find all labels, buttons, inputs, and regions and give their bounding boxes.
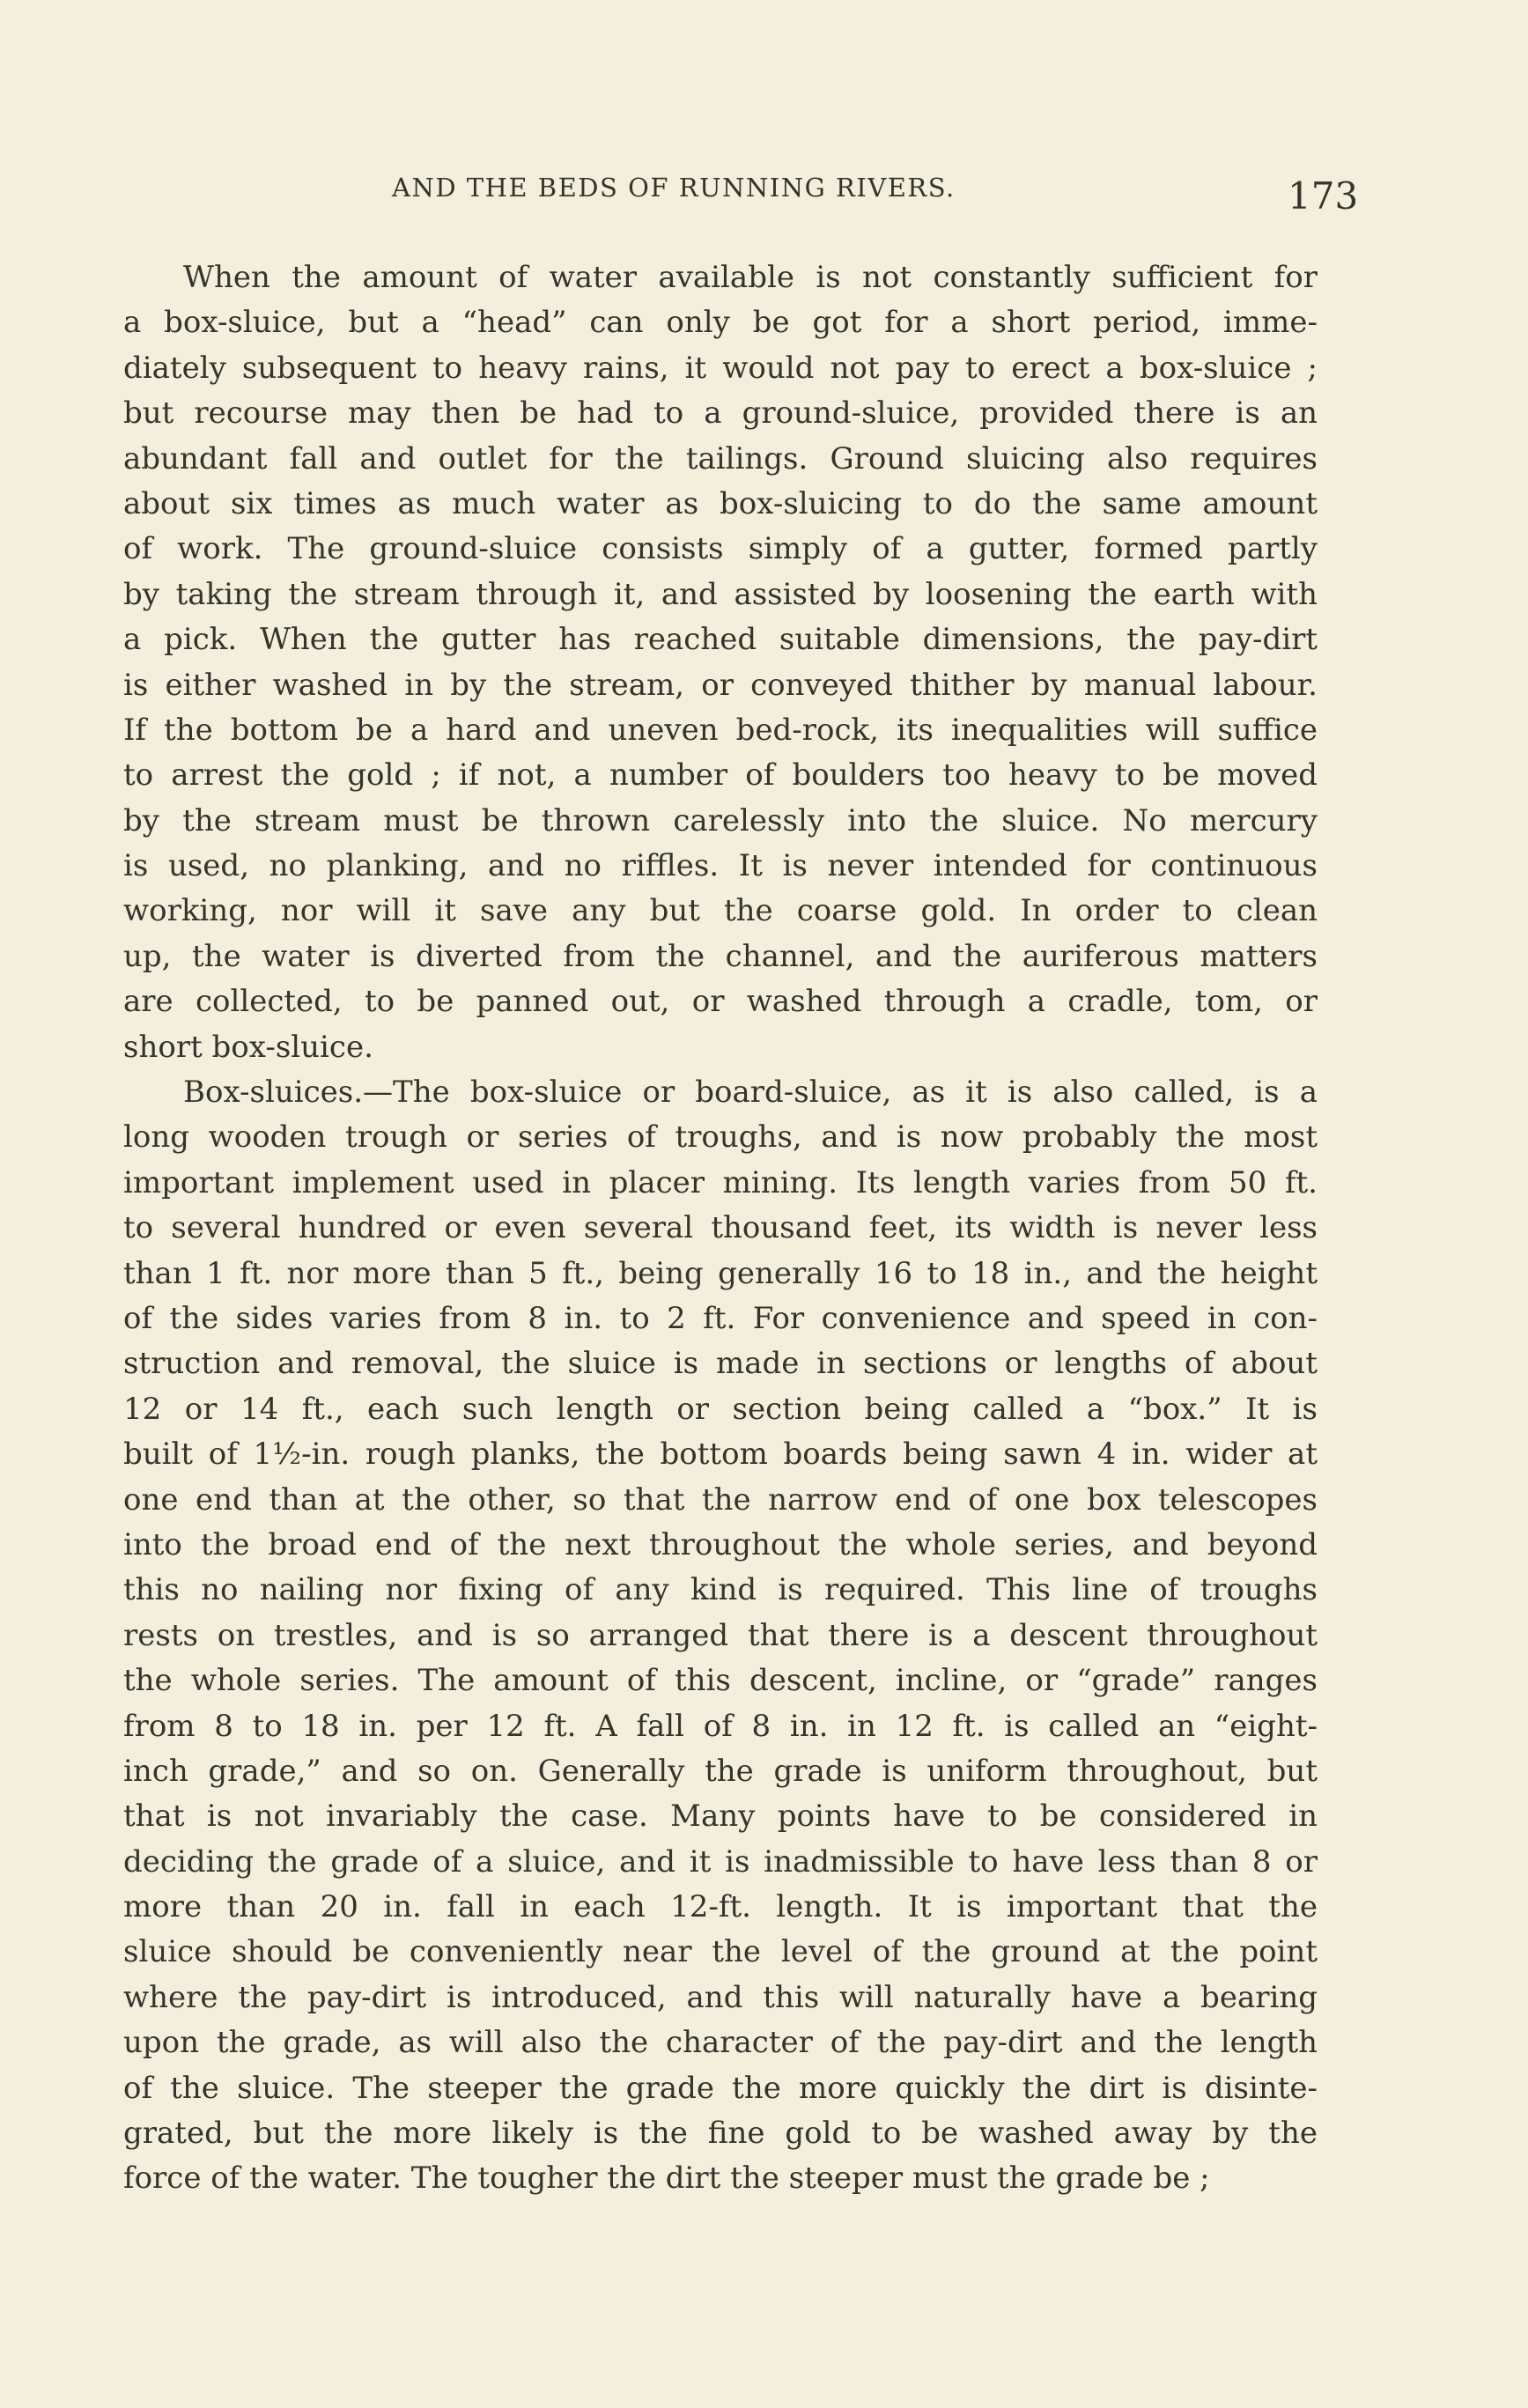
text-line: into the broad end of the next throughout the whole series, and beyond <box>123 1526 1318 1562</box>
text-line: about six times as much water as box-sluicing to do the same amount <box>123 485 1318 521</box>
text-line: one end than at the other, so that the narrow end of one box telescopes <box>123 1481 1318 1518</box>
text-line: are collected, to be panned out, or washed through a cradle, tom, or <box>123 984 1318 1020</box>
text-line: abundant fall and outlet for the tailings. Ground sluicing also requires <box>123 440 1318 476</box>
text-line: inch grade,” and so on. Generally the grade is uniform throughout, but <box>123 1753 1318 1789</box>
text-line: the whole series. The amount of this descent, incline, or “grade” ranges <box>123 1663 1318 1699</box>
text-line: rests on trestles, and is so arranged that there is a descent throughout <box>123 1617 1318 1653</box>
text-line: than 1 ft. nor more than 5 ft., being generally 16 to 18 in., and the height <box>123 1255 1318 1291</box>
text-line: by taking the stream through it, and assisted by loosening the earth with <box>123 576 1318 612</box>
text-line: force of the water. The tougher the dirt the steeper must the grade be ; <box>123 2161 1210 2197</box>
text-line: up, the water is diverted from the channel, and the auriferous matters <box>123 938 1318 974</box>
text-line: but recourse may then be had to a ground-sluice, provided there is an <box>123 395 1318 432</box>
text-line: to several hundred or even several thousand feet, its width is never less <box>123 1210 1318 1246</box>
text-line: important implement used in placer mining. Its length varies from 50 ft. <box>123 1164 1318 1200</box>
text-line: that is not invariably the case. Many points have to be considered in <box>123 1799 1318 1835</box>
text-line: short box-sluice. <box>123 1029 373 1065</box>
text-line: this no nailing nor fixing of any kind is required. This line of troughs <box>123 1572 1318 1608</box>
text-line: upon the grade, as will also the character of the pay-dirt and the length <box>123 2025 1318 2061</box>
text-line: built of 1½-in. rough planks, the bottom boards being sawn 4 in. wider at <box>123 1437 1318 1473</box>
text-line: deciding the grade of a sluice, and it is inadmissible to have less than 8 or <box>123 1843 1318 1880</box>
page-body-text <box>123 255 1318 2202</box>
text-line: by the stream must be thrown carelessly into the sluice. No mercury <box>123 802 1318 838</box>
text-line: sluice should be conveniently near the level of the ground at the point <box>123 1934 1318 1970</box>
text-line: of the sluice. The steeper the grade the more quickly the dirt is disinte- <box>123 2070 1318 2106</box>
running-header: AND THE BEDS OF RUNNING RIVERS. <box>392 173 956 203</box>
text-line: If the bottom be a hard and uneven bed-rock, its inequalities will suffice <box>123 712 1318 748</box>
text-line: where the pay-dirt is introduced, and this will naturally have a bearing <box>123 1979 1318 2015</box>
text-line: more than 20 in. fall in each 12-ft. length. It is important that the <box>123 1889 1318 1925</box>
text-line: to arrest the gold ; if not, a number of boulders too heavy to be moved <box>123 757 1318 794</box>
text-line: working, nor will it save any but the coarse gold. In order to clean <box>123 893 1318 929</box>
text-line: a box-sluice, but a “head” can only be got for a short period, imme- <box>123 305 1318 341</box>
text-line: a pick. When the gutter has reached suitable dimensions, the pay-dirt <box>123 622 1318 658</box>
text-line: When the amount of water available is not constantly sufficient for <box>183 260 1318 295</box>
text-line: of the sides varies from 8 in. to 2 ft. For convenience and speed in con- <box>123 1300 1318 1336</box>
text-line: is used, no planking, and no riffles. It is never intended for continuous <box>123 848 1318 884</box>
page-number: 173 <box>1288 174 1359 218</box>
text-line: from 8 to 18 in. per 12 ft. A fall of 8 in. in 12 ft. is called an “eight- <box>123 1708 1318 1744</box>
text-line: Box-sluices.—The box-sluice or board-sluice, as it is also called, is a <box>183 1075 1318 1111</box>
text-line: struction and removal, the sluice is made in sections or lengths of about <box>123 1346 1318 1382</box>
text-line: grated, but the more likely is the fine gold to be washed away by the <box>123 2116 1318 2152</box>
text-line: 12 or 14 ft., each such length or section being called a “box.” It is <box>123 1391 1318 1427</box>
text-line: of work. The ground-sluice consists simply of a gutter, formed partly <box>123 531 1318 567</box>
text-line: is either washed in by the stream, or conveyed thither by manual labour. <box>123 667 1318 703</box>
text-line: long wooden trough or series of troughs, and is now probably the most <box>123 1119 1318 1156</box>
text-line: diately subsequent to heavy rains, it would not pay to erect a box-sluice ; <box>123 350 1318 386</box>
